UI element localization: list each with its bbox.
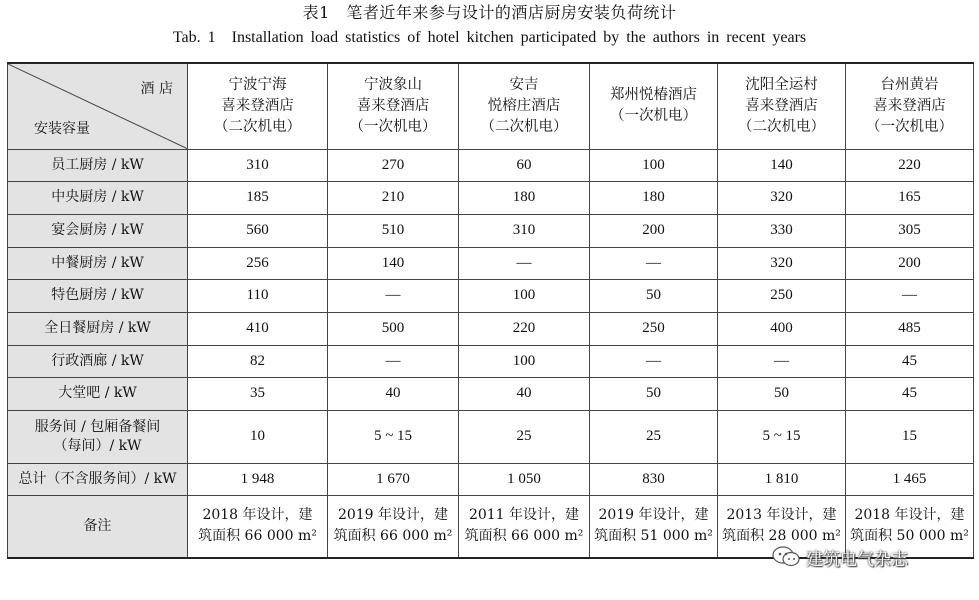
- table-cell: 320: [718, 181, 846, 214]
- hotel-header-2: [328, 63, 459, 149]
- hotel-header-3: [459, 63, 590, 149]
- table-cell: 15: [846, 410, 974, 463]
- kitchen-load-table: [7, 62, 974, 559]
- note-line: 筑面积 51 000 m²: [594, 528, 713, 545]
- note-line: 2019 年设计，建: [337, 507, 449, 524]
- table-cell: 220: [459, 312, 590, 345]
- table-cell: 100: [459, 345, 590, 377]
- table-row: [8, 181, 974, 214]
- table-cell: 40: [459, 377, 590, 410]
- table-cell: 185: [188, 181, 328, 214]
- table-cell: 45: [846, 377, 974, 410]
- note-line: 2011 年设计，建: [468, 507, 580, 524]
- note-line: 2013 年设计，建: [726, 507, 837, 524]
- note-cell: [188, 495, 328, 558]
- header-row: [8, 63, 974, 149]
- table-cell: 50: [590, 377, 718, 410]
- row-label: [8, 279, 188, 312]
- table-cell: 110: [188, 279, 328, 312]
- row-label-line: 服务间 / 包厢备餐间: [34, 418, 161, 435]
- table-title-chinese: 表1 笔者近年来参与设计的酒店厨房安装负荷统计: [302, 3, 677, 22]
- row-label-line: 宴会厨房 / kW: [51, 222, 144, 238]
- row-label-line: 中央厨房 / kW: [51, 189, 144, 205]
- hotel-header-line: 喜来登酒店: [873, 97, 946, 114]
- row-label: [8, 377, 188, 410]
- table-cell: —: [328, 279, 459, 312]
- table-cell: 35: [188, 377, 328, 410]
- row-label: [8, 410, 188, 463]
- row-label-line: 行政酒廊 / kW: [51, 352, 144, 369]
- row-label: [8, 214, 188, 247]
- watermark-text: 建筑电气杂志: [806, 549, 908, 570]
- table-cell: —: [459, 247, 590, 279]
- row-label-line: 员工厨房 / kW: [51, 156, 144, 173]
- table-row: [8, 377, 974, 410]
- row-label-line: 特色厨房 / kW: [51, 287, 144, 303]
- hotel-header-line: 台州黄岩: [880, 76, 939, 93]
- table-cell: 10: [188, 410, 328, 463]
- hotel-header-1: [188, 63, 328, 149]
- table-cell: 50: [590, 279, 718, 312]
- hotel-header-line: 喜来登酒店: [221, 97, 294, 114]
- table-cell: 82: [188, 345, 328, 377]
- table-row: [8, 279, 974, 312]
- note-line: 2018 年设计，建: [202, 507, 313, 524]
- table-cell: 100: [459, 279, 590, 312]
- note-line: 筑面积 28 000 m²: [722, 528, 841, 545]
- table-cell: 140: [718, 149, 846, 181]
- note-cell: [590, 495, 718, 558]
- table-row: [8, 214, 974, 247]
- table-cell: 270: [328, 149, 459, 181]
- hotel-header-line: 沈阳全运村: [745, 76, 818, 93]
- table-cell: 45: [846, 345, 974, 377]
- table-cell: —: [846, 279, 974, 312]
- table-cell: 1 670: [328, 463, 459, 495]
- table-cell: 310: [188, 149, 328, 181]
- table-cell: 25: [459, 410, 590, 463]
- table-cell: 310: [459, 214, 590, 247]
- wechat-watermark: [772, 540, 972, 574]
- notes-label: 备注: [8, 495, 188, 558]
- table-cell: 305: [846, 214, 974, 247]
- table-title-english: Tab. 1 Installation load statistics of hotel kitchen participated by the authors in recent years: [172, 29, 807, 46]
- table-cell: 485: [846, 312, 974, 345]
- note-line: 筑面积 50 000 m²: [850, 528, 969, 545]
- table-cell: 200: [846, 247, 974, 279]
- hotel-header-line: （一次机电）: [866, 118, 953, 135]
- hotel-header-line: 宁波宁海: [228, 76, 287, 93]
- table-row: [8, 410, 974, 463]
- table-row: [8, 247, 974, 279]
- hotel-header-line: 喜来登酒店: [356, 97, 430, 114]
- corner-hotel-label: 酒 店: [140, 81, 173, 97]
- hotel-header-line: 宁波象山: [364, 76, 422, 93]
- table-cell: 250: [590, 312, 718, 345]
- table-cell: 200: [590, 214, 718, 247]
- table-cell: 320: [718, 247, 846, 279]
- hotel-header-line: （二次机电）: [214, 118, 301, 135]
- note-cell: [459, 495, 590, 558]
- table-cell: 510: [328, 214, 459, 247]
- hotel-header-4: [590, 63, 718, 149]
- table-cell: —: [590, 247, 718, 279]
- hotel-header-line: 喜来登酒店: [745, 97, 818, 114]
- row-label: [8, 149, 188, 181]
- hotel-header-line: （一次机电）: [349, 118, 437, 135]
- table-cell: —: [590, 345, 718, 377]
- table-cell: 1 465: [846, 463, 974, 495]
- hotel-header-5: [718, 63, 846, 149]
- row-label: [8, 463, 188, 495]
- note-line: 筑面积 66 000 m²: [333, 528, 453, 545]
- corner-capacity-label: 安装容量: [34, 120, 90, 137]
- table-cell: 830: [590, 463, 718, 495]
- note-line: 筑面积 66 000 m²: [464, 528, 584, 545]
- row-label-line: 全日餐厨房 / kW: [44, 320, 151, 336]
- table-cell: 60: [459, 149, 590, 181]
- table-cell: 5 ~ 15: [328, 410, 459, 463]
- hotel-header-line: （二次机电）: [480, 118, 568, 135]
- table-cell: 180: [459, 181, 590, 214]
- table-cell: 560: [188, 214, 328, 247]
- table-cell: 220: [846, 149, 974, 181]
- table-row: [8, 463, 974, 495]
- table-cell: 180: [590, 181, 718, 214]
- hotel-header-line: 悦榕庄酒店: [487, 97, 561, 114]
- table-cell: 40: [328, 377, 459, 410]
- note-line: 筑面积 66 000 m²: [198, 528, 317, 545]
- table-cell: 25: [590, 410, 718, 463]
- table-row: [8, 149, 974, 181]
- table-cell: 250: [718, 279, 846, 312]
- table-cell: —: [718, 345, 846, 377]
- row-label: [8, 312, 188, 345]
- table-cell: 165: [846, 181, 974, 214]
- hotel-header-line: （一次机电）: [610, 108, 697, 125]
- table-cell: —: [328, 345, 459, 377]
- table-cell: 1 050: [459, 463, 590, 495]
- note-line: 2019 年设计，建: [598, 507, 709, 524]
- row-label-line: 中餐厨房 / kW: [51, 254, 144, 271]
- table-cell: 210: [328, 181, 459, 214]
- row-label: [8, 181, 188, 214]
- table-cell: 140: [328, 247, 459, 279]
- row-label: [8, 345, 188, 377]
- table-cell: 50: [718, 377, 846, 410]
- note-cell: [328, 495, 459, 558]
- table-cell: 330: [718, 214, 846, 247]
- hotel-header-6: [846, 63, 974, 149]
- row-label-line: （每间）/ kW: [53, 437, 142, 454]
- hotel-header-line: （二次机电）: [738, 118, 825, 135]
- table-row: [8, 345, 974, 377]
- row-label-line: 大堂吧 / kW: [58, 385, 137, 401]
- wechat-icon: [772, 546, 800, 568]
- table-cell: 1 948: [188, 463, 328, 495]
- table-cell: 400: [718, 312, 846, 345]
- row-label: [8, 247, 188, 279]
- table-cell: 500: [328, 312, 459, 345]
- hotel-header-line: 安吉: [509, 76, 539, 93]
- table-cell: 5 ~ 15: [718, 410, 846, 463]
- table-cell: 1 810: [718, 463, 846, 495]
- row-label-line: 总计（不含服务间）/ kW: [18, 470, 177, 487]
- table-cell: 256: [188, 247, 328, 279]
- note-line: 2018 年设计，建: [854, 507, 965, 524]
- table-row: [8, 312, 974, 345]
- corner-header-cell: [8, 63, 188, 149]
- hotel-header-line: 郑州悦椿酒店: [610, 87, 697, 104]
- table-cell: 100: [590, 149, 718, 181]
- table-cell: 410: [188, 312, 328, 345]
